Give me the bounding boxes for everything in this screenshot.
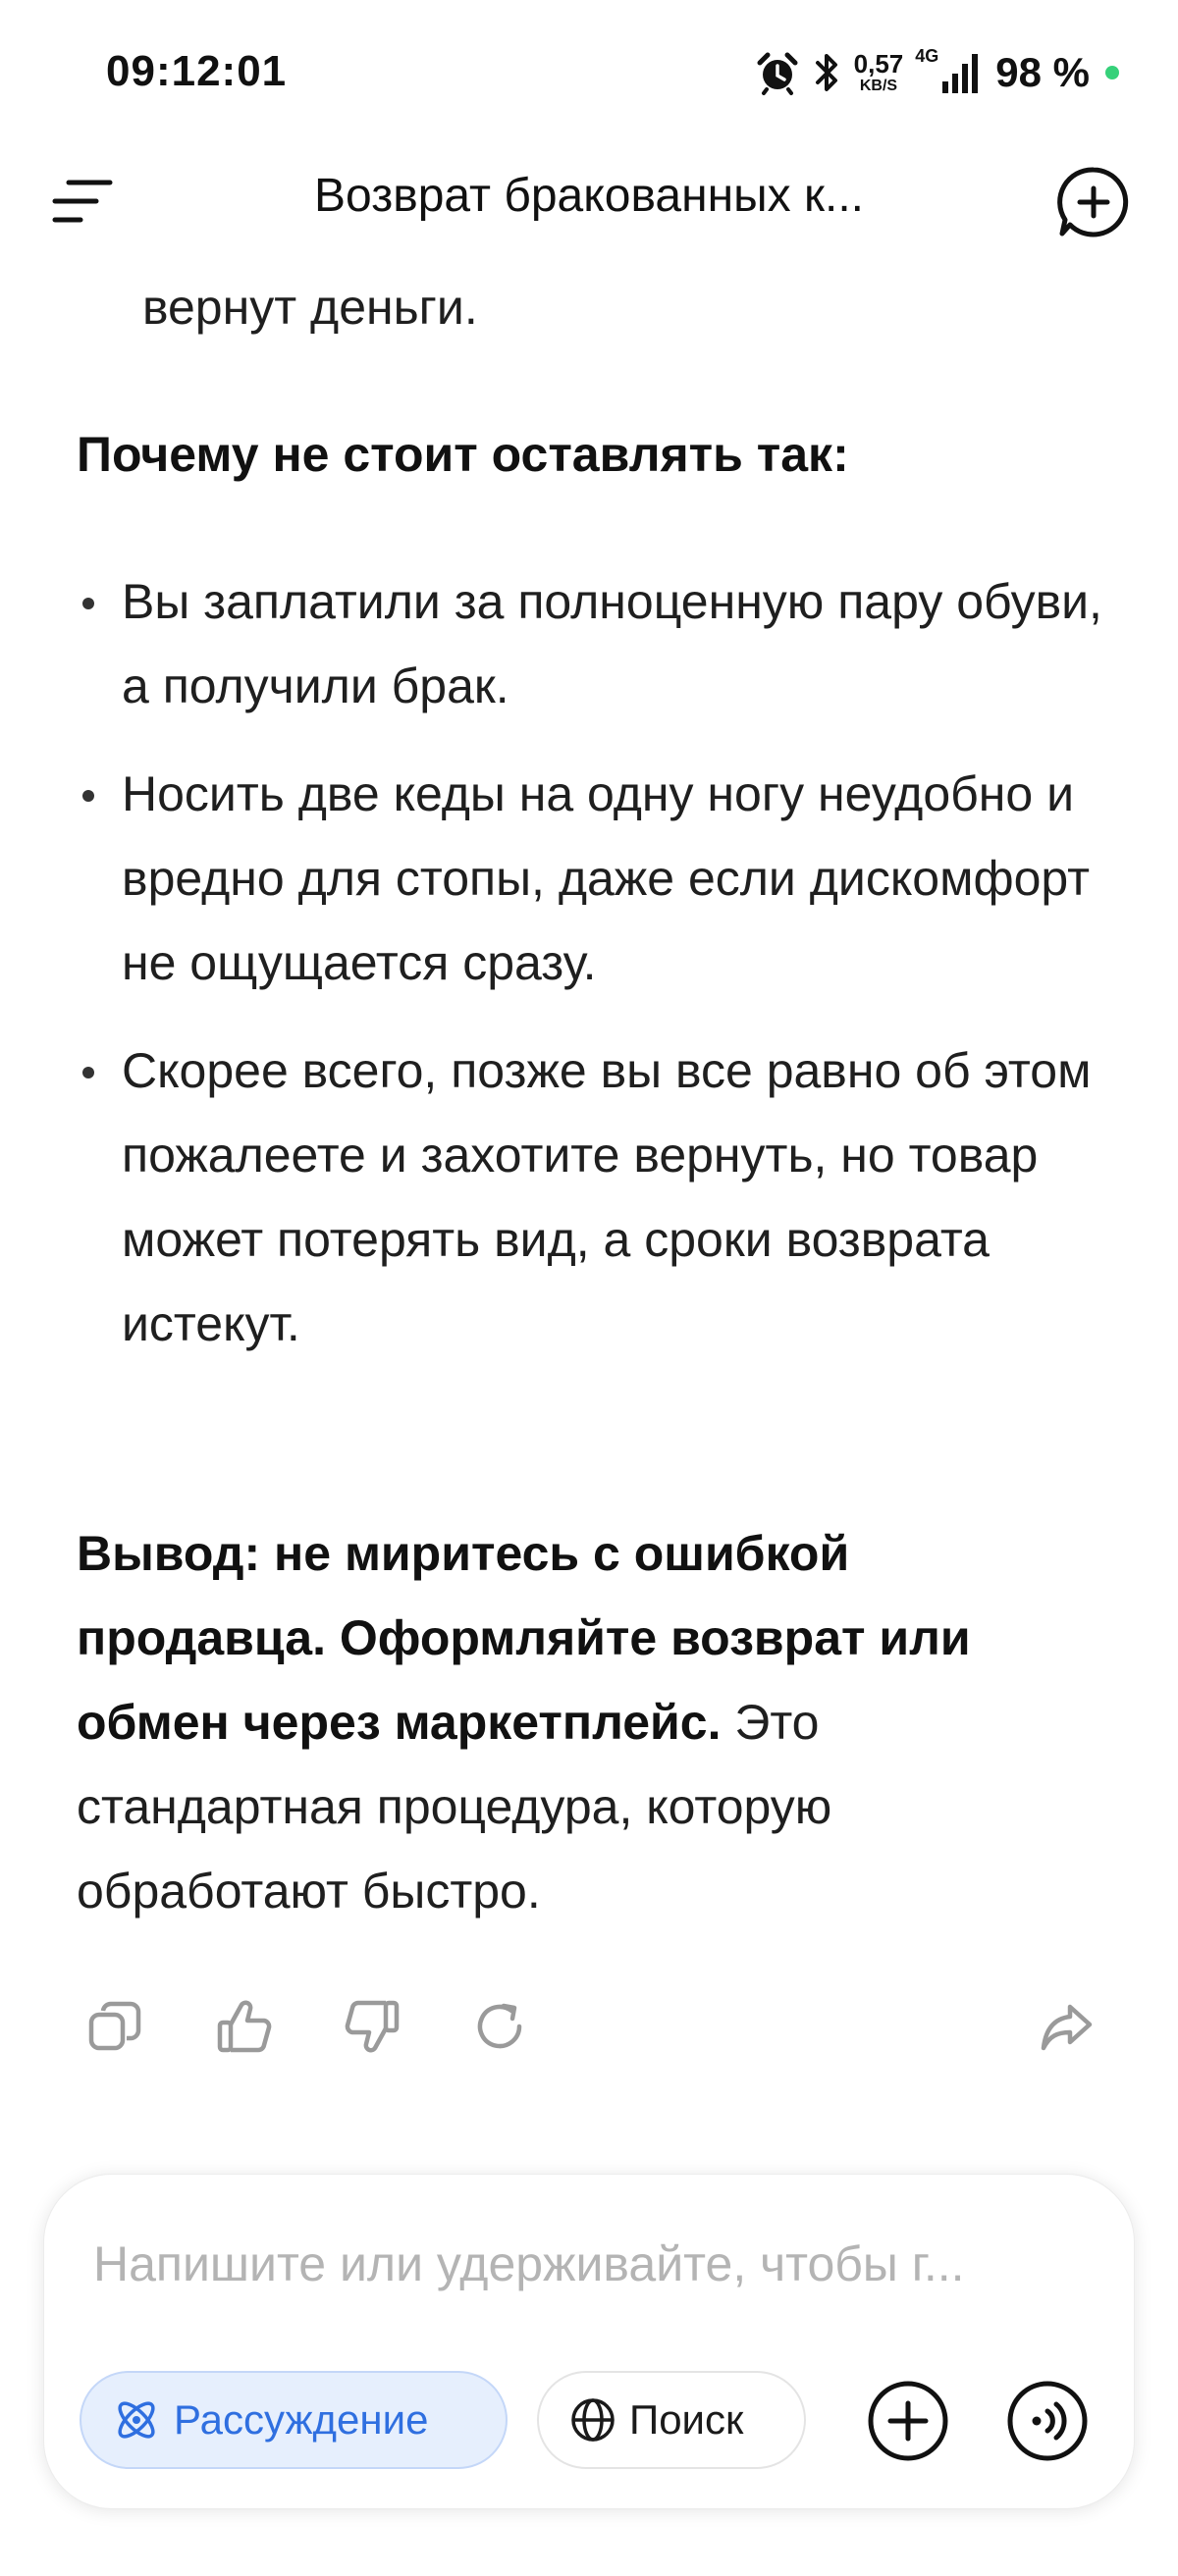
dislike-button[interactable] xyxy=(338,1992,406,2061)
net-speed-value: 0,57 xyxy=(853,49,904,79)
conclusion-bold: Вывод: не миритесь с ошибкой продавца. Оформляйте возврат или обмен через маркетплейс. xyxy=(77,1526,971,1750)
conclusion-text: Это стандартная процедура, которую обработают быстро. xyxy=(77,1695,832,1919)
alarm-icon xyxy=(754,49,801,96)
voice-wave-icon xyxy=(1006,2380,1089,2462)
app-header xyxy=(0,147,1178,255)
atom-icon xyxy=(111,2394,162,2445)
share-button[interactable] xyxy=(1033,1992,1101,2061)
list-item: Вы заплатили за полноценную пару обуви, а получили брак. xyxy=(77,559,1117,728)
list-item: Носить две кеды на одну ногу неудобно и вредно для стопы, даже если дискомфорт не ощущается сразу. xyxy=(77,752,1117,1005)
message-input[interactable] xyxy=(91,2224,1087,2304)
globe-icon xyxy=(568,2395,617,2445)
regenerate-button[interactable] xyxy=(465,1992,534,2061)
signal-group xyxy=(913,48,982,97)
message-continuation: вернут деньги. xyxy=(142,280,478,335)
new-chat-button[interactable] xyxy=(1056,165,1131,239)
message-composer xyxy=(43,2174,1135,2509)
like-button[interactable] xyxy=(210,1992,279,2061)
attach-button[interactable] xyxy=(865,2378,951,2464)
list-item: Скорее всего, позже вы все равно об этом пожалеете и захотите вернуть, но товар может потерять вид, а сроки возврата истекут. xyxy=(77,1028,1117,1366)
new-chat-plus-icon xyxy=(1056,165,1131,239)
search-toggle[interactable] xyxy=(537,2371,806,2469)
network-type: 4G xyxy=(915,46,939,66)
status-icons xyxy=(754,43,1119,102)
message-heading: Почему не стоит оставлять так: xyxy=(77,427,849,482)
signal-icon xyxy=(913,48,982,97)
search-label: Поиск xyxy=(629,2396,744,2443)
net-speed-unit: KB/S xyxy=(859,78,898,94)
message-bullet-list xyxy=(77,559,1117,1390)
battery-status-dot xyxy=(1105,66,1119,79)
share-icon xyxy=(1038,1997,1097,2056)
hamburger-menu-icon xyxy=(51,175,116,228)
message-actions xyxy=(77,1982,1107,2071)
battery-percent: 98 % xyxy=(995,49,1090,95)
regenerate-icon xyxy=(470,1997,529,2056)
reasoning-label: Рассуждение xyxy=(174,2396,429,2443)
net-speed xyxy=(854,51,904,94)
message-conclusion xyxy=(77,1511,1098,1933)
status-bar xyxy=(0,0,1178,147)
bluetooth-icon xyxy=(811,49,844,96)
reasoning-toggle[interactable] xyxy=(80,2371,508,2469)
plus-circle-icon xyxy=(867,2380,949,2462)
status-time: 09:12:01 xyxy=(106,47,288,95)
menu-button[interactable] xyxy=(51,175,116,228)
thumbs-up-icon xyxy=(215,1997,274,2056)
voice-button[interactable] xyxy=(1004,2378,1091,2464)
copy-button[interactable] xyxy=(80,1992,149,2061)
chat-title[interactable]: Возврат бракованных к... xyxy=(314,170,864,222)
thumbs-down-icon xyxy=(343,1997,402,2056)
copy-icon xyxy=(85,1997,144,2056)
